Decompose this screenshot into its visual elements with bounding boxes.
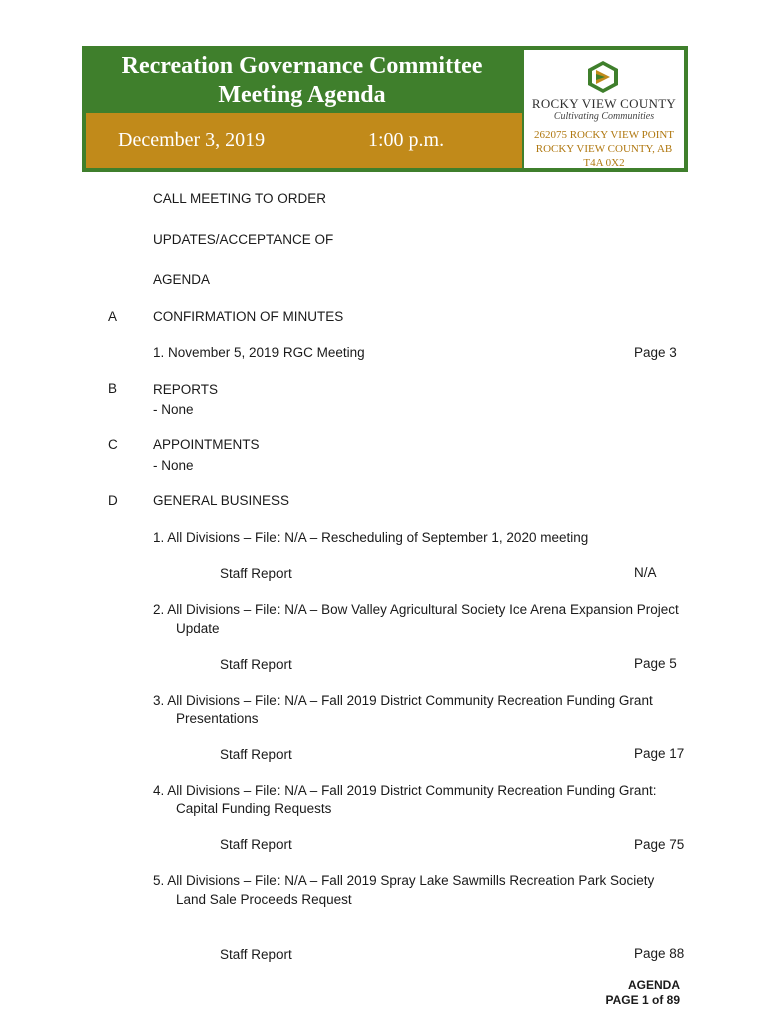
business-item-4-report: Staff Report	[220, 837, 292, 852]
business-item-4-title: 4. All Divisions – File: N/A – Fall 2019 District Community Recreation Funding Grant:	[153, 783, 657, 798]
business-item-2-title-cont: Update	[176, 621, 220, 636]
business-item-2-page: Page 5	[634, 656, 677, 671]
business-item-3-report: Staff Report	[220, 747, 292, 762]
business-item-2-title: 2. All Divisions – File: N/A – Bow Valley Agricultural Society Ice Arena Expansion Project	[153, 602, 679, 617]
business-item-5-page: Page 88	[634, 946, 685, 961]
meeting-time: 1:00 p.m.	[368, 129, 445, 151]
section-c-note: - None	[153, 458, 194, 473]
section-d-letter: D	[108, 493, 118, 508]
business-item-2-report: Staff Report	[220, 657, 292, 672]
business-item-5-title-cont: Land Sale Proceeds Request	[176, 892, 352, 907]
section-c-letter: C	[108, 437, 118, 452]
updates-acceptance-line-2: AGENDA	[153, 272, 211, 287]
section-a-heading: CONFIRMATION OF MINUTES	[153, 309, 344, 324]
section-b-note: - None	[153, 402, 194, 417]
section-b-heading: REPORTS	[153, 382, 219, 397]
meeting-date: December 3, 2019	[118, 129, 266, 151]
document-title	[82, 52, 522, 110]
address-line-1: 262075 ROCKY VIEW POINT	[533, 129, 675, 141]
business-item-4-title-cont: Capital Funding Requests	[176, 801, 332, 816]
section-a-letter: A	[108, 309, 118, 324]
business-item-3-page: Page 17	[634, 746, 685, 761]
section-a-item-1-page: Page 3	[634, 345, 677, 360]
business-item-1-title: 1. All Divisions – File: N/A – Rescheduling of September 1, 2020 meeting	[153, 530, 589, 545]
county-logo-box	[524, 50, 684, 168]
business-item-4-page: Page 75	[634, 837, 685, 852]
address-line-3: T4A 0X2	[583, 157, 625, 169]
address-line-2: ROCKY VIEW COUNTY, AB	[535, 143, 673, 155]
business-item-1-report: Staff Report	[220, 566, 292, 581]
section-d-heading: GENERAL BUSINESS	[153, 493, 290, 508]
business-item-1-page: N/A	[634, 565, 657, 580]
footer-page-number: PAGE 1 of 89	[605, 993, 680, 1007]
section-c-heading: APPOINTMENTS	[153, 437, 260, 452]
title-line-2: Meeting Agenda	[218, 82, 386, 108]
updates-acceptance-line-1: UPDATES/ACCEPTANCE OF	[153, 232, 334, 247]
page-footer	[606, 978, 680, 1008]
business-item-3-title: 3. All Divisions – File: N/A – Fall 2019 District Community Recreation Funding Grant	[153, 693, 653, 708]
date-bar	[86, 113, 522, 168]
title-line-1: Recreation Governance Committee	[121, 53, 483, 79]
business-item-3-title-cont: Presentations	[176, 711, 259, 726]
business-item-5-report: Staff Report	[220, 947, 292, 962]
section-a-item-1: 1. November 5, 2019 RGC Meeting	[153, 345, 365, 360]
footer-agenda-label: AGENDA	[627, 978, 680, 992]
business-item-5-title: 5. All Divisions – File: N/A – Fall 2019 Spray Lake Sawmills Recreation Park Society	[153, 873, 655, 888]
call-to-order: CALL MEETING TO ORDER	[153, 191, 327, 206]
county-name: ROCKY VIEW COUNTY	[531, 96, 677, 111]
section-b-letter: B	[108, 381, 118, 396]
county-tagline: Cultivating Communities	[553, 111, 655, 122]
header-banner	[82, 46, 688, 172]
rocky-view-logo-icon	[586, 60, 620, 94]
